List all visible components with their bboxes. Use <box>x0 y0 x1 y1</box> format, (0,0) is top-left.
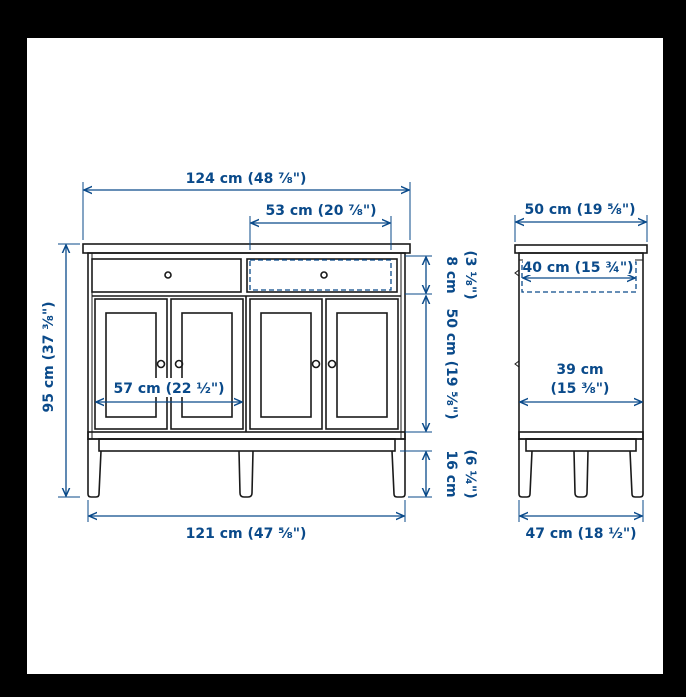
leg-height-in: (6 ¼") <box>462 449 478 499</box>
total-height-label: 95 cm (37 ⅜") <box>41 301 57 413</box>
bottom-rail <box>99 439 395 451</box>
door-width-label: 57 cm (22 ½") <box>113 381 225 397</box>
inner-depth-cm: 39 cm <box>556 362 604 378</box>
door-height-label: 50 cm (19 ⅝") <box>443 308 459 420</box>
inner-depth-in: (15 ⅜") <box>550 381 610 397</box>
doors <box>95 296 398 432</box>
drawer-depth-label: 40 cm (15 ¾") <box>522 260 634 276</box>
leg-right <box>392 439 405 497</box>
side-leg-middle <box>574 451 588 497</box>
drawer-left <box>92 259 241 292</box>
leg-height-cm: 16 cm <box>443 450 459 498</box>
leg-middle <box>239 451 253 497</box>
drawer-right <box>247 259 397 292</box>
side-top-board <box>515 245 647 253</box>
base-width-label: 121 cm (47 ⅝") <box>185 526 307 542</box>
drawer-height-in: (3 ⅛") <box>462 250 478 300</box>
drawer-knob-right <box>321 272 327 278</box>
side-base-depth-label: 47 cm (18 ½") <box>525 526 637 542</box>
side-carcass <box>519 253 643 439</box>
drawer-height-cm: 8 cm <box>443 256 459 294</box>
top-width-label: 124 cm (48 ⅞") <box>185 171 307 187</box>
side-depth-label: 50 cm (19 ⅝") <box>524 202 636 218</box>
drawer-knob-left <box>165 272 171 278</box>
sideboard-front-view <box>83 244 410 497</box>
drawer-width-label: 53 cm (20 ⅞") <box>265 203 377 219</box>
top-board <box>83 244 410 253</box>
